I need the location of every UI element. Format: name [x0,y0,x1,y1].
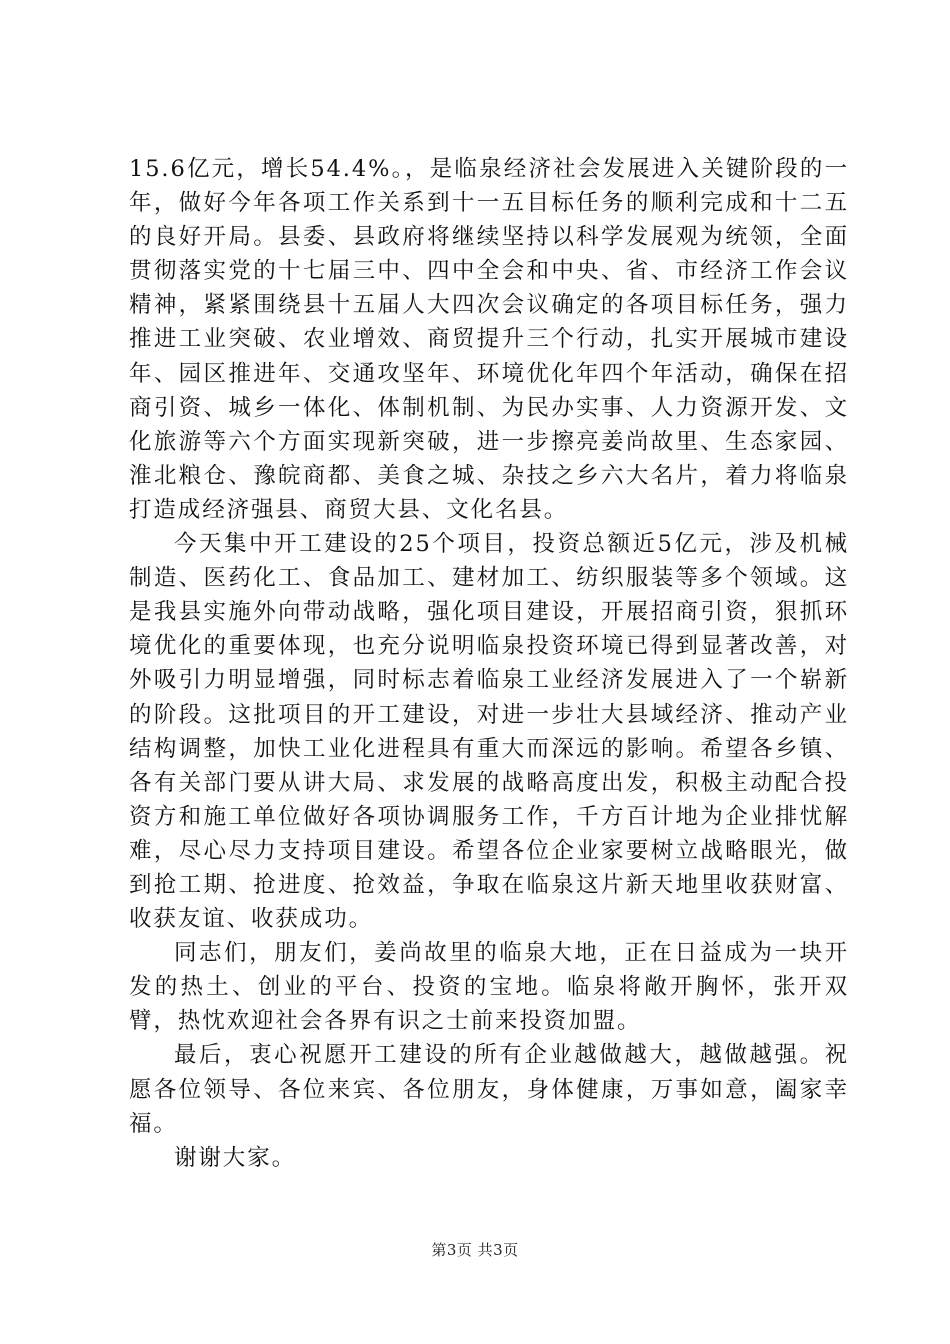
paragraph-projects: 今天集中开工建设的25个项目，投资总额近5亿元，涉及机械制造、医药化工、食品加工、建材加工、纺织服装等多个领域。这是我县实施外向带动战略，强化项目建设，开展招商引资，狠抓环境优化的重要体现，也充分说明临泉投资环境已得到显著改善，对外吸引力明显增强，同时标志着临泉工业经济发展进入了一个崭新的阶段。这批项目的开工建设，对进一步壮大县域经济、推动产业结构调整，加快工业化进程具有重大而深远的影响。希望各乡镇、各有关部门要从讲大局、求发展的战略高度出发，积极主动配合投资方和施工单位做好各项协调服务工作，千方百计地为企业排忧解难，尽心尽力支持项目建设。希望各位企业家要树立战略眼光，做到抢工期、抢进度、抢效益，争取在临泉这片新天地里收获财富、收获友谊、收获成功。 [129,531,849,933]
paragraph-thanks: 谢谢大家。 [174,1144,297,1171]
paragraph-continuation: 15.6亿元，增长54.4%。，是临泉经济社会发展进入关键阶段的一年，做好今年各项工作关系到十一五目标任务的顺利完成和十二五的良好开局。县委、县政府将继续坚持以科学发展观为统领，全面贯彻落实党的十七届三中、四中全会和中央、省、市经济工作会议精神，紧紧围绕县十五届人大四次会议确定的各项目标任务，强力推进工业突破、农业增效、商贸提升三个行动，扎实开展城市建设年、园区推进年、交通攻坚年、环境优化年四个年活动，确保在招商引资、城乡一体化、体制机制、为民办实事、人力资源开发、文化旅游等六个方面实现新突破，进一步擦亮姜尚故里、生态家园、淮北粮仓、豫皖商都、美食之城、杂技之乡六大名片，着力将临泉打造成经济强县、商贸大县、文化名县。 [129,156,849,523]
paragraph-wishes: 最后，衷心祝愿开工建设的所有企业越做越大，越做越强。祝愿各位领导、各位来宾、各位朋友，身体健康，万事如意，阖家幸福。 [129,1042,849,1137]
page-footer: 第3页 共3页 [431,1241,519,1259]
paragraph-invitation: 同志们，朋友们，姜尚故里的临泉大地，正在日益成为一块开发的热土、创业的平台、投资的宝地。临泉将敞开胸怀，张开双臂，热忱欢迎社会各界有识之士前来投资加盟。 [129,940,849,1035]
document-body [129,152,849,1175]
